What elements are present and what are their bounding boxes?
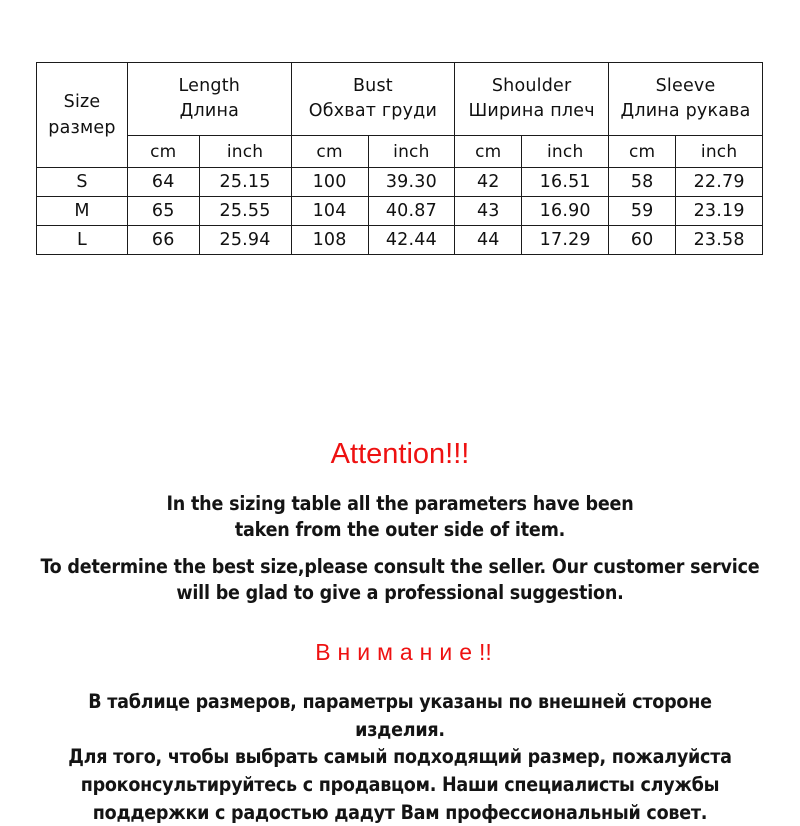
cell-length-inch: 25.55 [199,197,291,226]
cell-bust-cm: 104 [291,197,368,226]
header-sleeve-en: Sleeve [655,76,716,97]
header-bust-unit-inch: inch [368,136,455,168]
cell-size: S [37,168,128,197]
notice-paragraph-ru [0,688,800,826]
header-bust [291,63,455,136]
cell-sleeve-cm: 58 [609,168,676,197]
attention-heading-ru [0,638,800,665]
attention-heading-en: Attention!!! [330,438,470,470]
notice-en-line-3: To determine the best size,please consult the seller. Our customer service [40,555,760,579]
header-sleeve-unit-cm: cm [609,136,676,168]
cell-sleeve-inch: 22.79 [676,168,763,197]
notice-ru-line-1: В таблице размеров, параметры указаны по внешней стороне изделия. [88,689,712,741]
attention-ru-bangs: !! [479,638,492,665]
notice-ru-line-3: проконсультируйтесь с продавцом. Наши специалисты службы [80,773,720,796]
size-chart-table-container [36,62,763,255]
table-row [37,226,763,255]
table-header-group-row [37,63,763,136]
header-length-unit-cm: cm [128,136,200,168]
notice-paragraph-en-1 [0,491,800,542]
cell-bust-inch: 42.44 [368,226,455,255]
header-shoulder [455,63,609,136]
header-length-ru: Длина [179,101,240,121]
header-sleeve-unit-inch: inch [676,136,763,168]
cell-length-inch: 25.15 [199,168,291,197]
header-sleeve-ru: Длина рукава [620,101,751,121]
cell-sleeve-cm: 60 [609,226,676,255]
table-header-unit-row [37,136,763,168]
cell-shoulder-cm: 42 [455,168,522,197]
header-shoulder-unit-inch: inch [522,136,609,168]
header-sleeve [609,63,763,136]
cell-sleeve-inch: 23.58 [676,226,763,255]
notice-ru-line-4: поддержки с радостью дадут Вам профессиональный совет. [92,800,708,824]
cell-sleeve-inch: 23.19 [676,197,763,226]
header-size-en: Size [63,91,101,112]
header-length [128,63,292,136]
cell-bust-cm: 100 [291,168,368,197]
notice-ru-line-2: Для того, чтобы выбрать самый подходящий размер, пожалуйста [68,745,732,769]
cell-shoulder-inch: 16.90 [522,197,609,226]
cell-length-cm: 65 [128,197,200,226]
cell-bust-inch: 40.87 [368,197,455,226]
cell-size: M [37,197,128,226]
notice-en-line-4: will be glad to give a professional suggestion. [176,581,624,605]
cell-length-cm: 66 [128,226,200,255]
header-length-unit-inch: inch [199,136,291,168]
table-row [37,197,763,226]
notice-en-line-2: taken from the outer side of item. [234,517,566,541]
header-shoulder-en: Shoulder [491,76,572,97]
header-size-ru: размер [48,118,116,138]
cell-sleeve-cm: 59 [609,197,676,226]
cell-shoulder-inch: 16.51 [522,168,609,197]
cell-size: L [37,226,128,255]
size-chart-table [36,62,763,255]
header-length-en: Length [178,76,241,97]
header-shoulder-ru: Ширина плеч [468,101,595,121]
header-bust-unit-cm: cm [291,136,368,168]
notice-en-line-1: In the sizing table all the parameters have been [166,492,634,515]
notice-paragraph-en-2 [0,554,800,605]
cell-bust-inch: 39.30 [368,168,455,197]
cell-length-cm: 64 [128,168,200,197]
table-body [37,168,763,255]
attention-ru-word: Внимание [315,638,480,665]
notice-block [0,440,800,826]
header-shoulder-unit-cm: cm [455,136,522,168]
cell-shoulder-cm: 43 [455,197,522,226]
cell-shoulder-cm: 44 [455,226,522,255]
table-header [37,63,763,168]
table-row [37,168,763,197]
cell-length-inch: 25.94 [199,226,291,255]
cell-bust-cm: 108 [291,226,368,255]
cell-shoulder-inch: 17.29 [522,226,609,255]
header-size [37,63,128,168]
header-bust-en: Bust [352,76,393,97]
header-bust-ru: Обхват груди [308,101,438,121]
